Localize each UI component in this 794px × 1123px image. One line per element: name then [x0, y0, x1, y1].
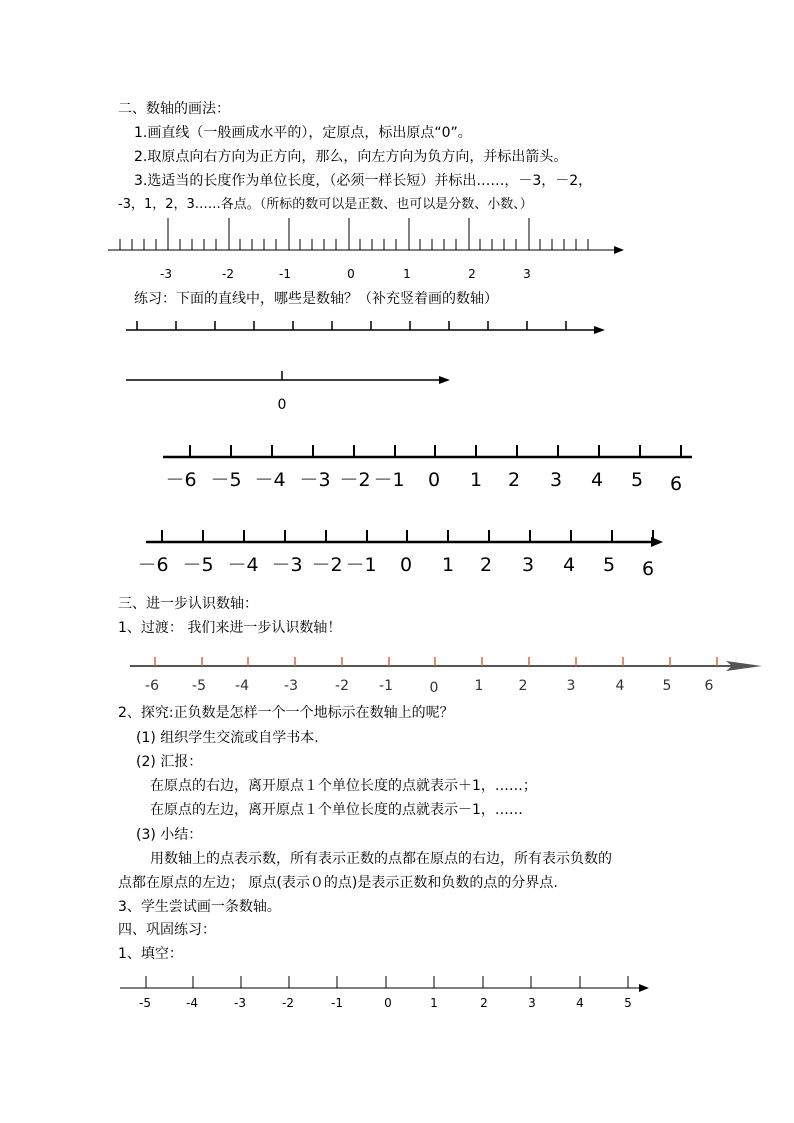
item2-text: (2) 汇报： [136, 754, 203, 770]
tick-label: 0 [384, 996, 392, 1010]
tick-label: －2 [311, 554, 343, 576]
tick-label: 4 [576, 996, 584, 1010]
tick-label: -2 [282, 996, 294, 1010]
exercise-line-1 [0, 315, 794, 345]
exercise-question: 练习：下面的直线中，哪些是数轴？（补充竖着画的数轴） [134, 291, 498, 307]
tick-label: 4 [562, 554, 576, 576]
tick-label: -6 [145, 678, 159, 694]
tick-label: 2 [479, 554, 493, 576]
tick-label: 3 [528, 996, 536, 1010]
summary-line1: 用数轴上的点表示数，所有表示正数的点都在原点的右边，所有表示负数的 [150, 851, 612, 867]
tick-label: 1 [430, 996, 438, 1010]
tick-label: －3 [299, 469, 331, 491]
tick-label: -5 [192, 678, 206, 694]
tick-label: －3 [271, 554, 303, 576]
tick-label: －2 [339, 469, 371, 491]
report2-text: 在原点的左边，离开原点１个单位长度的点就表示－1，…… [150, 802, 523, 818]
colored-number-axis [0, 645, 794, 695]
summary-line2: 点都在原点的左边； 原点(表示０的点)是表示正数和负数的点的分界点. [118, 875, 558, 891]
step3-line1: 3.选适当的长度作为单位长度，（必须一样长短）并标出……，－3，－2， [134, 173, 593, 189]
try-text: 3、学生尝试画一条数轴。 [118, 899, 281, 915]
origin-label: 0 [277, 397, 287, 413]
tick-label: 3 [566, 678, 576, 694]
tick-label: 5 [602, 554, 616, 576]
fill-text: 1、填空： [118, 946, 183, 962]
fill-number-axis [0, 966, 794, 1016]
step2-text: 2.取原点向右方向为正方向，那么，向左方向为负方向，并标出箭头。 [134, 149, 568, 165]
tick-label: 5 [662, 678, 672, 694]
step1-text: 1.画直线（一般画成水平的），定原点，标出原点“0”。 [134, 125, 472, 141]
tick-label: －1 [345, 554, 377, 576]
tick-label: 4 [590, 469, 604, 491]
exercise-line-3 [0, 435, 794, 495]
tick-label: －5 [182, 554, 214, 576]
tick-label: 3 [521, 554, 535, 576]
tick-label: 1 [441, 554, 455, 576]
tick-label: 0 [429, 680, 439, 696]
tick-label: 0 [427, 469, 441, 491]
tick-label: -3 [234, 996, 246, 1010]
tick-label: -5 [139, 996, 151, 1010]
axis-arrow [639, 984, 649, 992]
tick-label: -1 [379, 678, 393, 694]
tick-label: 2 [507, 469, 521, 491]
tick-label: 5 [630, 469, 644, 491]
tick-label: 6 [641, 558, 655, 580]
tick-label: 6 [669, 473, 683, 495]
exercise-line-2 [0, 365, 794, 415]
explore-text: 2、探究:正负数是怎样一个一个地标示在数轴上的呢？ [118, 705, 454, 721]
tick-label: 5 [624, 996, 632, 1010]
tick-label: －4 [227, 554, 259, 576]
tick-label: 0 [347, 267, 355, 281]
tick-label: -4 [235, 678, 249, 694]
tick-label: 2 [518, 678, 528, 694]
step3-line2: -3，1，2，3……各点。（所标的数可以是正数、也可以是分数、小数、） [118, 197, 533, 212]
tick-label: -4 [186, 996, 198, 1010]
section3-heading: 三、进一步认识数轴： [118, 596, 258, 612]
exercise-line-4 [0, 520, 794, 580]
tick-label: 3 [523, 267, 531, 281]
tick-label: －6 [165, 469, 197, 491]
tick-label: -3 [160, 267, 172, 281]
section4-heading: 四、巩固练习： [118, 922, 216, 938]
transition-text: 1、过渡： 我们来进一步认识数轴！ [118, 620, 342, 636]
tick-label: -1 [331, 996, 343, 1010]
axis-arrow [594, 326, 605, 334]
axis-arrow [439, 376, 450, 384]
tick-label: 2 [468, 267, 476, 281]
tick-label: 4 [615, 678, 625, 694]
item3-text: (3) 小结： [136, 827, 203, 843]
tick-label: －4 [254, 469, 286, 491]
tick-label: 2 [480, 996, 488, 1010]
tick-label: －6 [137, 554, 169, 576]
tick-label: -3 [284, 678, 298, 694]
section2-heading: 二、数轴的画法： [118, 101, 230, 117]
tick-label: 1 [474, 678, 484, 694]
tick-label: －1 [373, 469, 405, 491]
report1-text: 在原点的右边，离开原点１个单位长度的点就表示＋1，……； [150, 778, 537, 794]
tick-label: 6 [704, 678, 714, 694]
tick-label: -2 [222, 267, 234, 281]
tick-label: 0 [399, 554, 413, 576]
tick-label: 1 [469, 469, 483, 491]
example-number-axis [0, 212, 794, 292]
axis-arrow [614, 246, 624, 254]
tick-label: 1 [403, 267, 411, 281]
tick-label: －5 [210, 469, 242, 491]
tick-label: -2 [335, 678, 349, 694]
tick-label: -1 [279, 267, 291, 281]
tick-label: 3 [549, 469, 563, 491]
item1-text: (1) 组织学生交流或自学书本. [136, 730, 319, 746]
